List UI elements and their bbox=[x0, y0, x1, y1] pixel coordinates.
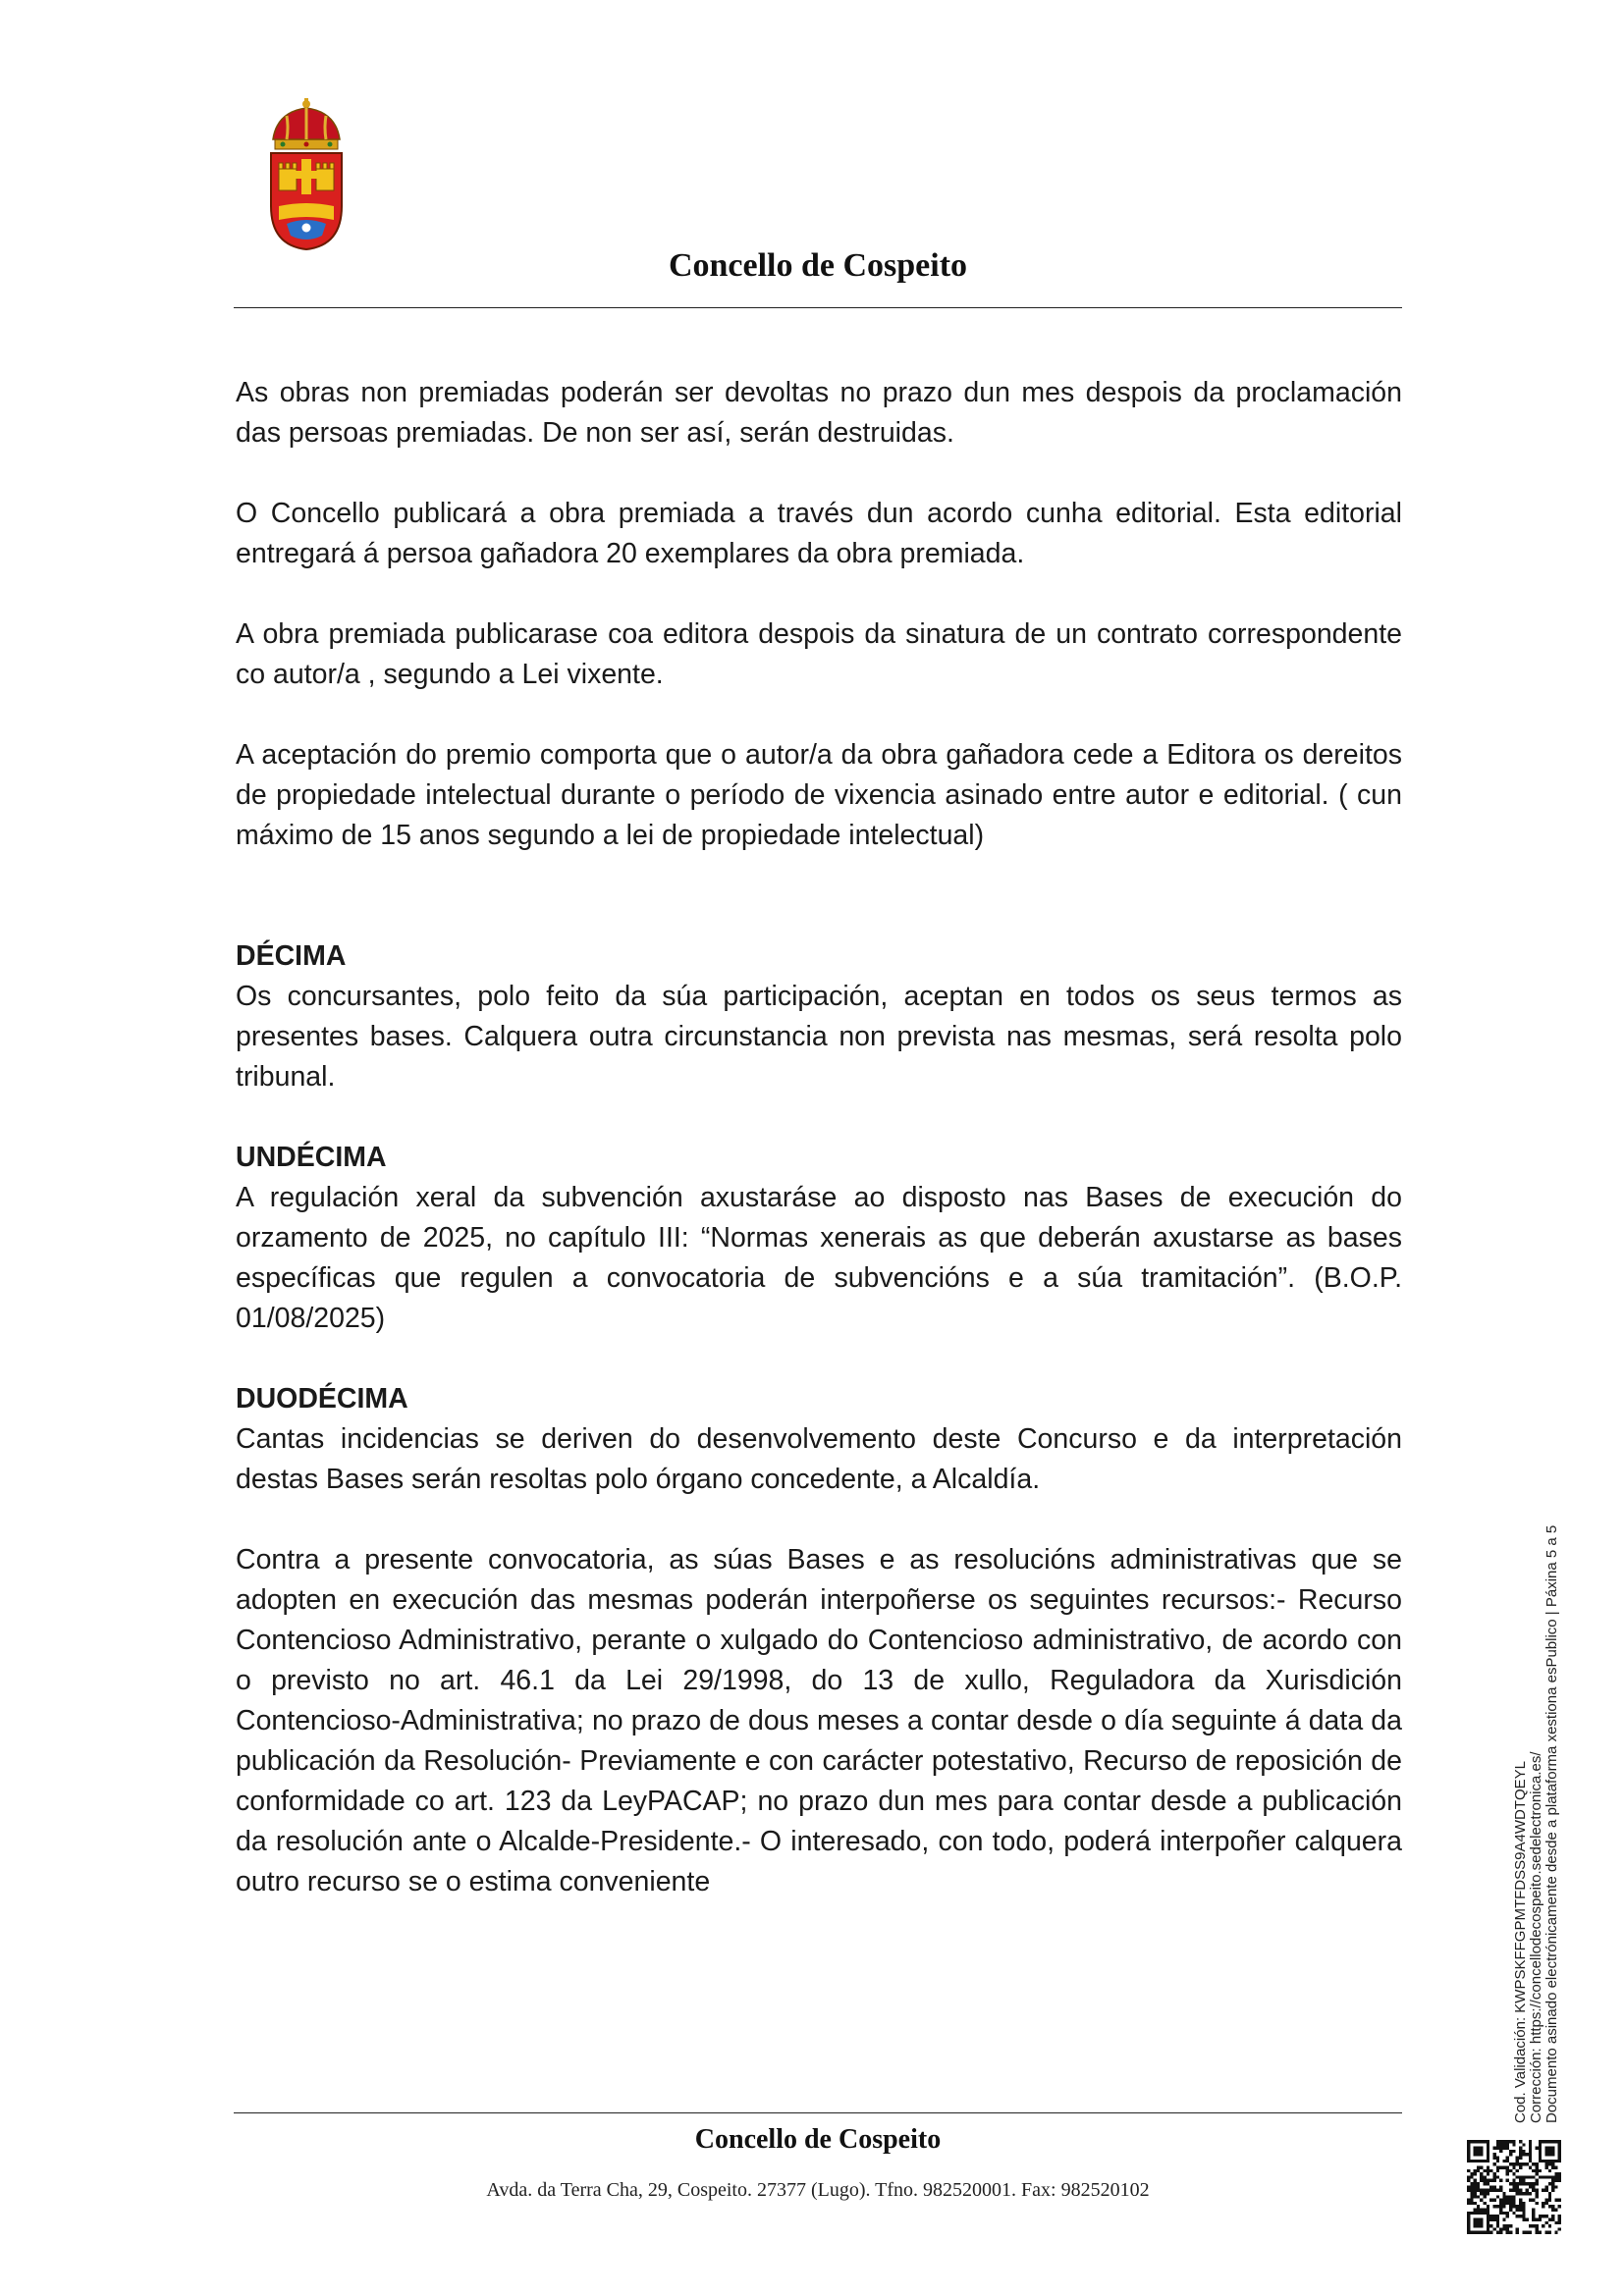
coat-of-arms-icon bbox=[257, 98, 355, 251]
verification-note: Documento asinado electrónicamente desde a plataforma xestiona esPublico | Páxina 5 a 5 bbox=[1543, 1524, 1560, 2123]
footer-divider bbox=[234, 2112, 1402, 2113]
section-heading-undecima: UNDÉCIMA bbox=[236, 1142, 387, 1173]
verification-url: Corrección: https://concellodecospeito.sedelectronica.es/ bbox=[1528, 1751, 1544, 2123]
paragraph: O Concello publicará a obra premiada a través dun acordo cunha editorial. Esta editorial entregará á persoa gañadora 20 exemplares da obra premiada. bbox=[236, 498, 1402, 569]
footer-title: Concello de Cospeito bbox=[694, 2124, 942, 2155]
paragraph: A obra premiada publicarase coa editora despois da sinatura de un contrato correspondente co autor/a , segundo a Lei vixente. bbox=[236, 618, 1402, 690]
footer-address: Avda. da Terra Cha, 29, Cospeito. 27377 (Lugo). Tfno. 982520001. Fax: 982520102 bbox=[486, 2179, 1150, 2201]
paragraph: Os concursantes, polo feito da súa participación, aceptan en todos os seus termos as presentes bases. Calquera outra circunstancia non prevista nas mesmas, será resolta polo tribunal. bbox=[236, 981, 1402, 1093]
header-divider bbox=[234, 307, 1402, 308]
verification-code: Cod. Validación: KWPSKFFGPMTFDSS9A4WDTQEYL bbox=[1512, 1761, 1529, 2123]
verification-text bbox=[1513, 1525, 1560, 2123]
paragraph: Cantas incidencias se deriven do desenvolvemento deste Concurso e da interpretación destas Bases serán resoltas polo órgano concedente, a Alcaldía. bbox=[236, 1423, 1402, 1495]
qr-code-icon[interactable] bbox=[1467, 2140, 1561, 2234]
paragraph: As obras non premiadas poderán ser devoltas no prazo dun mes despois da proclamación das persoas premiadas. De non ser así, serán destruidas. bbox=[236, 377, 1402, 449]
paragraph: Contra a presente convocatoria, as súas Bases e as resolucións administrativas que se adopten en execución das mesmas poderán interpoñerse os seguintes recursos:- Recurso Contencioso Administrativo, perante o xulgado do Contencioso administrativo, de acordo con o previsto no art. 46.1 da Lei 29/1998, do 13 de xullo, Reguladora da Xurisdición Contencioso-Administrativa; no prazo de dous meses a contar desde o día seguinte á data da publicación da Resolución- Previamente e con carácter potestativo, Recurso de reposición de conformidade co art. 123 da LeyPACAP; no prazo dun mes para contar desde a publicación da resolución ante o Alcalde-Presidente.- O interesado, con todo, poderá interpoñer calquera outro recurso se o estima conveniente bbox=[236, 1544, 1402, 1897]
header-title: Concello de Cospeito bbox=[668, 247, 968, 284]
section-heading-duodecima: DUODÉCIMA bbox=[236, 1383, 408, 1415]
paragraph: A regulación xeral da subvención axustaráse ao disposto nas Bases de execución do orzamento de 2025, no capítulo III: “Normas xenerais as que deberán axustarse as bases específicas que regulen a convocatoria de subvencións e a súa tramitación”. (B.O.P. 01/08/2025) bbox=[236, 1182, 1402, 1334]
section-heading-decima: DÉCIMA bbox=[236, 940, 347, 972]
document-body bbox=[236, 373, 1402, 1902]
paragraph: A aceptación do premio comporta que o autor/a da obra gañadora cede a Editora os dereitos de propiedade intelectual durante o período de vixencia asinado entre autor e editorial. ( cun máximo de 15 anos segundo a lei de propiedade intelectual) bbox=[236, 739, 1402, 851]
